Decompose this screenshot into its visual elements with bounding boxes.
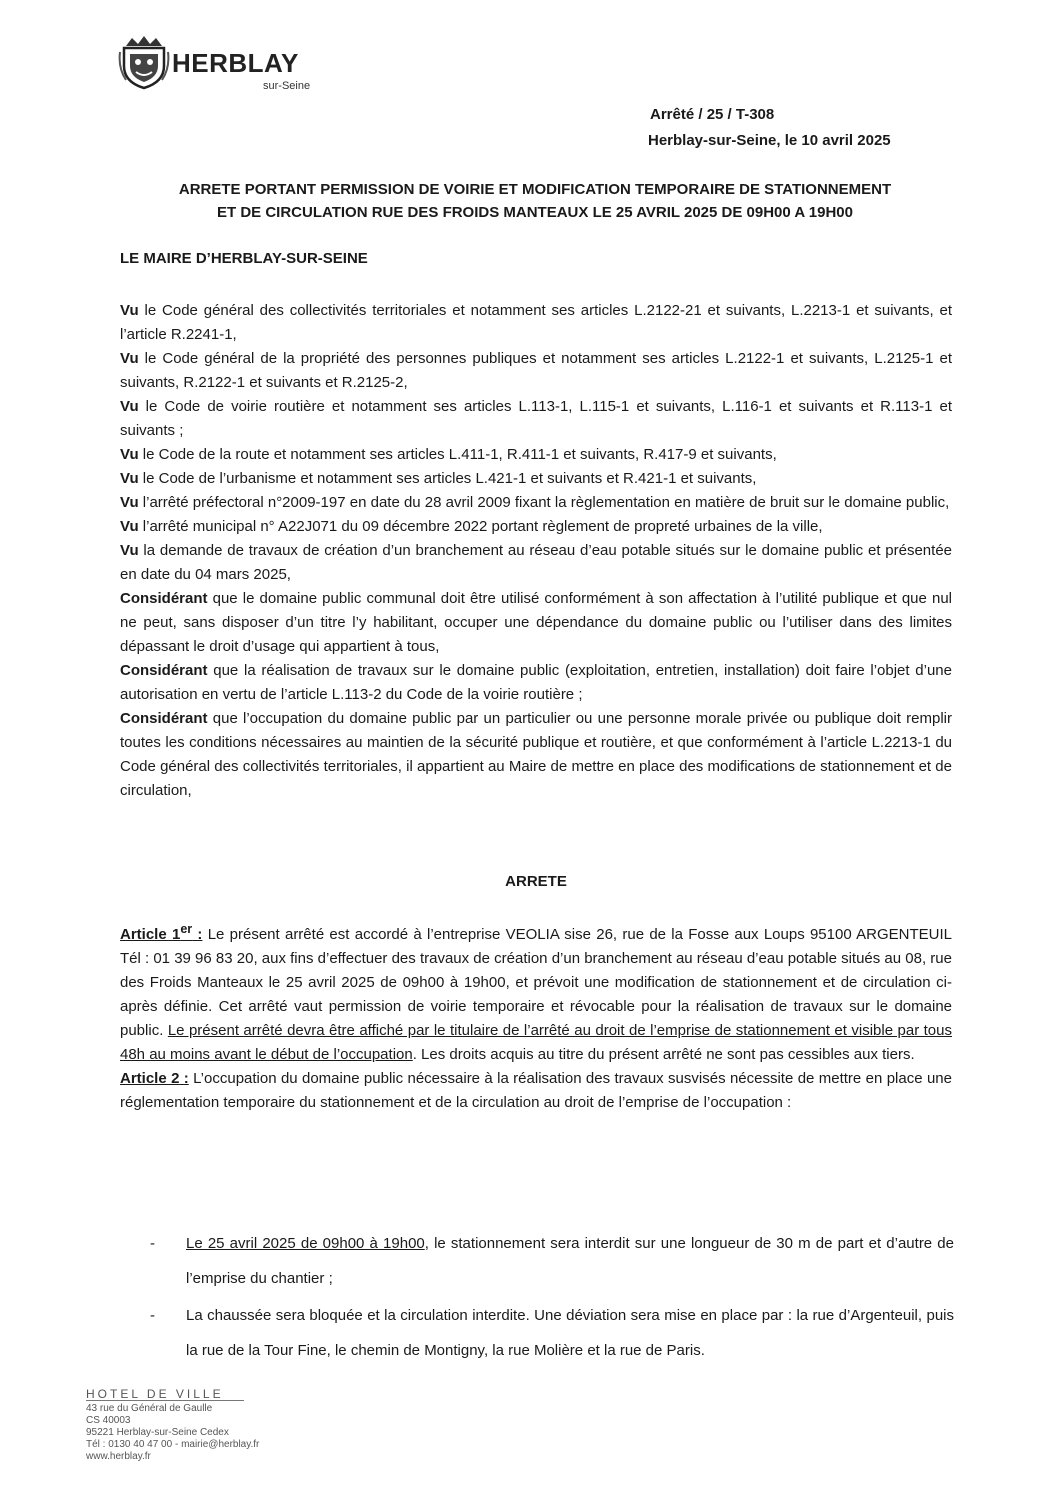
logo-subtitle: sur-Seine <box>263 80 311 92</box>
decree-reference: Arrêté / 25 / T-308 <box>650 106 775 123</box>
consideration-text: que la réalisation de travaux sur le domaine public (exploitation, entretien, installation) doit faire l’objet d’une autorisation en vertu de l’article L.113-2 du Code de la voirie routière ; <box>120 662 952 703</box>
place-date: Herblay-sur-Seine, le 10 avril 2025 <box>648 132 891 149</box>
bullet-date: Le 25 avril 2025 de 09h00 à 19h00 <box>186 1235 425 1252</box>
consideration-item <box>120 443 952 467</box>
consideration-item <box>120 491 952 515</box>
consideration-keyword: Vu <box>120 350 139 367</box>
bullet-dash: - <box>150 1307 155 1324</box>
footer-line: www.herblay.fr <box>86 1451 151 1462</box>
consideration-text: la demande de travaux de création d’un branchement au réseau d’eau potable situés sur le domaine public et présentée en date du 04 mars 2025, <box>120 542 952 583</box>
list-item <box>150 1226 954 1296</box>
article-1-label-text: Article 1 <box>120 926 181 943</box>
consideration-item <box>120 395 952 443</box>
consideration-text: le Code de l’urbanisme et notamment ses articles L.421-1 et suivants et R.421-1 et suivants, <box>138 470 757 487</box>
title-line-2: ET DE CIRCULATION RUE DES FROIDS MANTEAUX LE 25 AVRIL 2025 DE 09H00 A 19H00 <box>217 204 853 221</box>
document-title <box>112 178 958 224</box>
article-1-tail: . Les droits acquis au titre du présent arrêté ne sont pas cessibles aux tiers. <box>412 1046 915 1063</box>
consideration-text: le Code général de la propriété des personnes publiques et notamment ses articles L.2122-1 et suivants, L.2125-1 et suivants, R.2122-1 et suivants et R.2125-2, <box>120 350 952 391</box>
consideration-keyword: Considérant <box>120 710 208 727</box>
bullet-dash: - <box>150 1235 155 1252</box>
consideration-text: que l’occupation du domaine public par un particulier ou une personne morale privée ou publique doit remplir toutes les conditions nécessaires au maintien de la sécurité publique et routière, et que conformément à l’article L.2213-1 du Code général des collectivités territoriales, il appartient au Maire de mettre en place des modifications de stationnement et de circulation, <box>120 710 952 799</box>
article-1-posting-notice: Le présent arrêté devra être affiché par le titulaire de l’arrêté au droit de l’emprise de stationnement et visible par tous 48h au moins avant le début de l’occupation <box>120 1022 952 1063</box>
article-2 <box>120 1067 952 1115</box>
title-line-1: ARRETE PORTANT PERMISSION DE VOIRIE ET MODIFICATION TEMPORAIRE DE STATIONNEMENT <box>178 181 892 198</box>
bullet-text: , le stationnement sera interdit sur une longueur de 30 m de part et d’autre de l’emprise du chantier ; <box>186 1235 954 1287</box>
article-1-text: Le présent arrêté est accordé à l’entreprise VEOLIA sise 26, rue de la Fosse aux Loups 95100 ARGENTEUIL Tél : 01 39 96 83 20, aux fins d’effectuer des travaux de création d’un branchement au réseau d’eau potable situés au 08, rue des Froids Manteaux le 25 avril 2025 de 09h00 à 19h00, et prévoit une modification de stationnement et de circulation ci-après définie. Cet arrêté vaut permission de voirie temporaire et révocable pour la réalisation de travaux sur le domaine public. <box>120 926 952 1039</box>
article-2-text: L’occupation du domaine public nécessaire à la réalisation des travaux susvisés nécessite de mettre en place une réglementation temporaire du stationnement et de la circulation au droit de l’emprise de l’occupation : <box>120 1070 952 1111</box>
consideration-item <box>120 539 952 587</box>
footer-line: 95221 Herblay-sur-Seine Cedex <box>86 1427 229 1438</box>
article-1-colon: : <box>192 926 203 943</box>
consideration-keyword: Considérant <box>120 590 208 607</box>
consideration-text: l’arrêté municipal n° A22J071 du 09 décembre 2022 portant règlement de propreté urbaines de la ville, <box>138 518 823 535</box>
city-logo <box>118 32 348 102</box>
article-2-label <box>120 1070 189 1087</box>
consideration-text: le Code général des collectivités territoriales et notamment ses articles L.2122-21 et suivants, L.2213-1 et suivants, et l’article R.2241-1, <box>120 302 952 343</box>
city-crest-icon <box>118 32 170 90</box>
consideration-keyword: Considérant <box>120 662 208 679</box>
article-2-colon: : <box>179 1070 189 1087</box>
article-1-superscript: er <box>180 922 193 936</box>
consideration-keyword: Vu <box>120 446 139 463</box>
measures-list <box>150 1226 954 1370</box>
footer-address <box>86 1388 406 1463</box>
consideration-keyword: Vu <box>120 302 139 319</box>
consideration-text: l’arrêté préfectoral n°2009-197 en date du 28 avril 2009 fixant la règlementation en matière de bruit sur le domaine public, <box>138 494 950 511</box>
bullet-text: La chaussée sera bloquée et la circulation interdite. Une déviation sera mise en place par : la rue d’Argenteuil, puis la rue de la Tour Fine, le chemin de Montigny, la rue Molière et la rue de Paris. <box>186 1307 954 1359</box>
consideration-text: le Code de la route et notamment ses articles L.411-1, R.411-1 et suivants, R.417-9 et suivants, <box>138 446 777 463</box>
article-2-label-text: Article 2 <box>120 1070 180 1087</box>
consideration-keyword: Vu <box>120 470 139 487</box>
consideration-keyword: Vu <box>120 518 139 535</box>
footer-title: HOTEL DE VILLE <box>86 1388 244 1401</box>
consideration-item <box>120 515 952 539</box>
list-item <box>150 1298 954 1368</box>
footer-line: CS 40003 <box>86 1415 131 1426</box>
consideration-item <box>120 467 952 491</box>
consideration-item <box>120 707 952 803</box>
logo-name: HERBLAY <box>172 48 299 78</box>
consideration-keyword: Vu <box>120 542 139 559</box>
consideration-item <box>120 299 952 347</box>
consideration-item <box>120 587 952 659</box>
authority-heading: LE MAIRE D’HERBLAY-SUR-SEINE <box>120 250 368 267</box>
consideration-keyword: Vu <box>120 494 139 511</box>
decree-heading: ARRETE <box>505 873 567 890</box>
consideration-item <box>120 347 952 395</box>
articles <box>120 917 952 1115</box>
consideration-text: que le domaine public communal doit être utilisé conformément à son affectation à l’utilité publique et que nul ne peut, sans disposer d’un titre l’y habilitant, occuper une dépendance du domaine public ou l’utiliser dans des limites dépassant le droit d’usage qui appartient à tous, <box>120 590 952 655</box>
article-1-label <box>120 922 203 943</box>
article-1 <box>120 917 952 1067</box>
considerations <box>120 299 952 803</box>
consideration-item <box>120 659 952 707</box>
footer-line: Tél : 0130 40 47 00 - mairie@herblay.fr <box>86 1439 260 1450</box>
footer-line: 43 rue du Général de Gaulle <box>86 1403 213 1414</box>
consideration-text: le Code de voirie routière et notamment ses articles L.113-1, L.115-1 et suivants, L.116-1 et suivants et R.113-1 et suivants ; <box>120 398 952 439</box>
consideration-keyword: Vu <box>120 398 139 415</box>
